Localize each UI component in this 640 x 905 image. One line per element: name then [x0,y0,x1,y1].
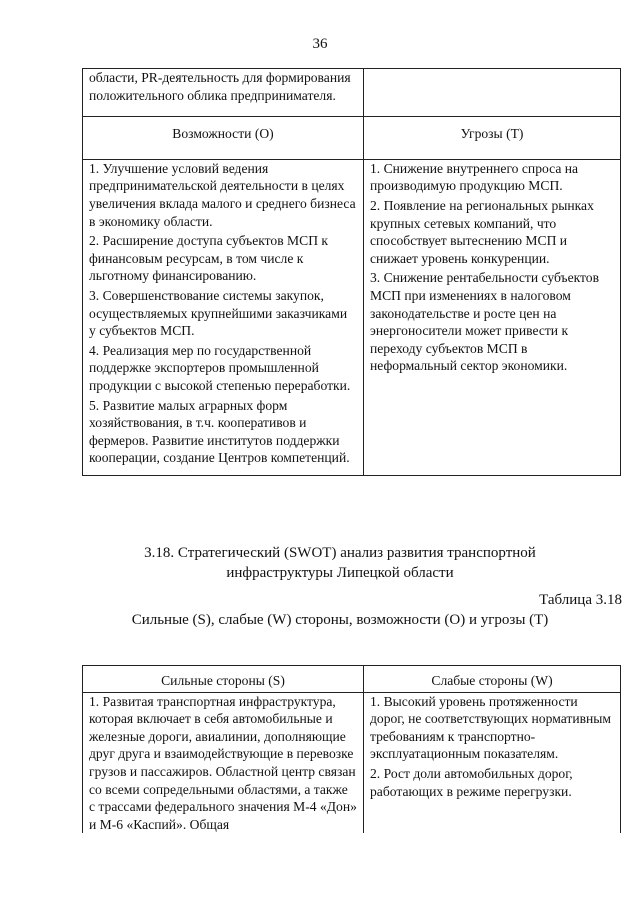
table-row [83,692,621,833]
transport-swot-table [82,665,621,833]
opportunities-header [83,117,364,160]
list-item: 5. Развитие малых аграрных форм хозяйствования, в т.ч. кооперативов и фермеров. Развитие институтов поддержки кооперации, создание Центров компетенций. [89,397,350,466]
table-cell-empty [364,69,621,117]
threats-header-text: Угрозы (Т) [460,126,524,142]
strengths-header-text: Сильные стороны (S) [161,673,285,688]
list-item: 2. Рост доли автомобильных дорог, работающих в режиме перегрузки. [370,765,573,799]
table-header-row [83,666,621,693]
strengths-list [83,692,364,833]
page-number: 36 [312,36,328,52]
weaknesses-list [364,692,621,833]
table-header-row [83,117,621,160]
table-label: Таблица 3.18 [539,592,622,608]
section-title: 3.18. Стратегический (SWOT) анализ развития транспортной инфраструктуры Липецкой области [144,545,536,581]
threats-list [364,159,621,475]
table-cell [83,69,364,117]
opportunities-header-text: Возможности (О) [172,126,274,142]
list-item: 1. Улучшение условий ведения предпринимательской деятельности в целях увеличения вклада малого и среднего бизнеса в экономику области. [89,160,356,229]
table-row [83,159,621,475]
cell-text: области, PR-деятельность для формирования положительного облика предпринимателя. [89,70,351,103]
weaknesses-header [364,666,621,693]
list-item: 2. Появление на региональных рынках крупных сетевых компаний, что способствует вытеснению МСП и снижает уровень конкуренции. [370,197,594,266]
strengths-header [83,666,364,693]
list-item: 3. Совершенствование системы закупок, осуществляемых крупнейшими заказчиками у субъектов МСП. [89,287,348,339]
weaknesses-header-text: Слабые стороны (W) [431,673,553,688]
table-row [83,69,621,117]
list-item: 3. Снижение рентабельности субъектов МСП при изменениях в налоговом законодательстве и росте цен на энергоносители может привести к переходу субъектов МСП в неформальный сектор экономики. [370,270,600,374]
threats-header [364,117,621,160]
list-item: 1. Высокий уровень протяженности дорог, не соответствующих нормативным требованиям к транспортно-эксплуатационным показателям. [370,693,612,762]
list-item: 2. Расширение доступа субъектов МСП к финансовым ресурсам, в том числе к льготному финансированию. [89,233,329,284]
opportunities-list [83,159,364,475]
list-item: 1. Снижение внутреннего спроса на производимую продукцию МСП. [370,160,579,194]
list-item: 1. Развитая транспортная инфраструктура, которая включает в себя автомобильные и железные дороги, авиалинии, дополняющие друг друга и взаимодействующие в перевозке грузов и пассажиров. Областной центр связан со всеми сопредельными областями, а также с трассами федерального значения М-4 «Дон» и М-6 «Каспий». Общая [89,693,357,832]
swot-continuation-table [82,68,621,476]
table-caption: Сильные (S), слабые (W) стороны, возможности (О) и угрозы (Т) [131,612,549,628]
list-item: 4. Реализация мер по государственной поддержке экспортеров промышленной продукции с высокой степенью переработки. [89,342,351,393]
